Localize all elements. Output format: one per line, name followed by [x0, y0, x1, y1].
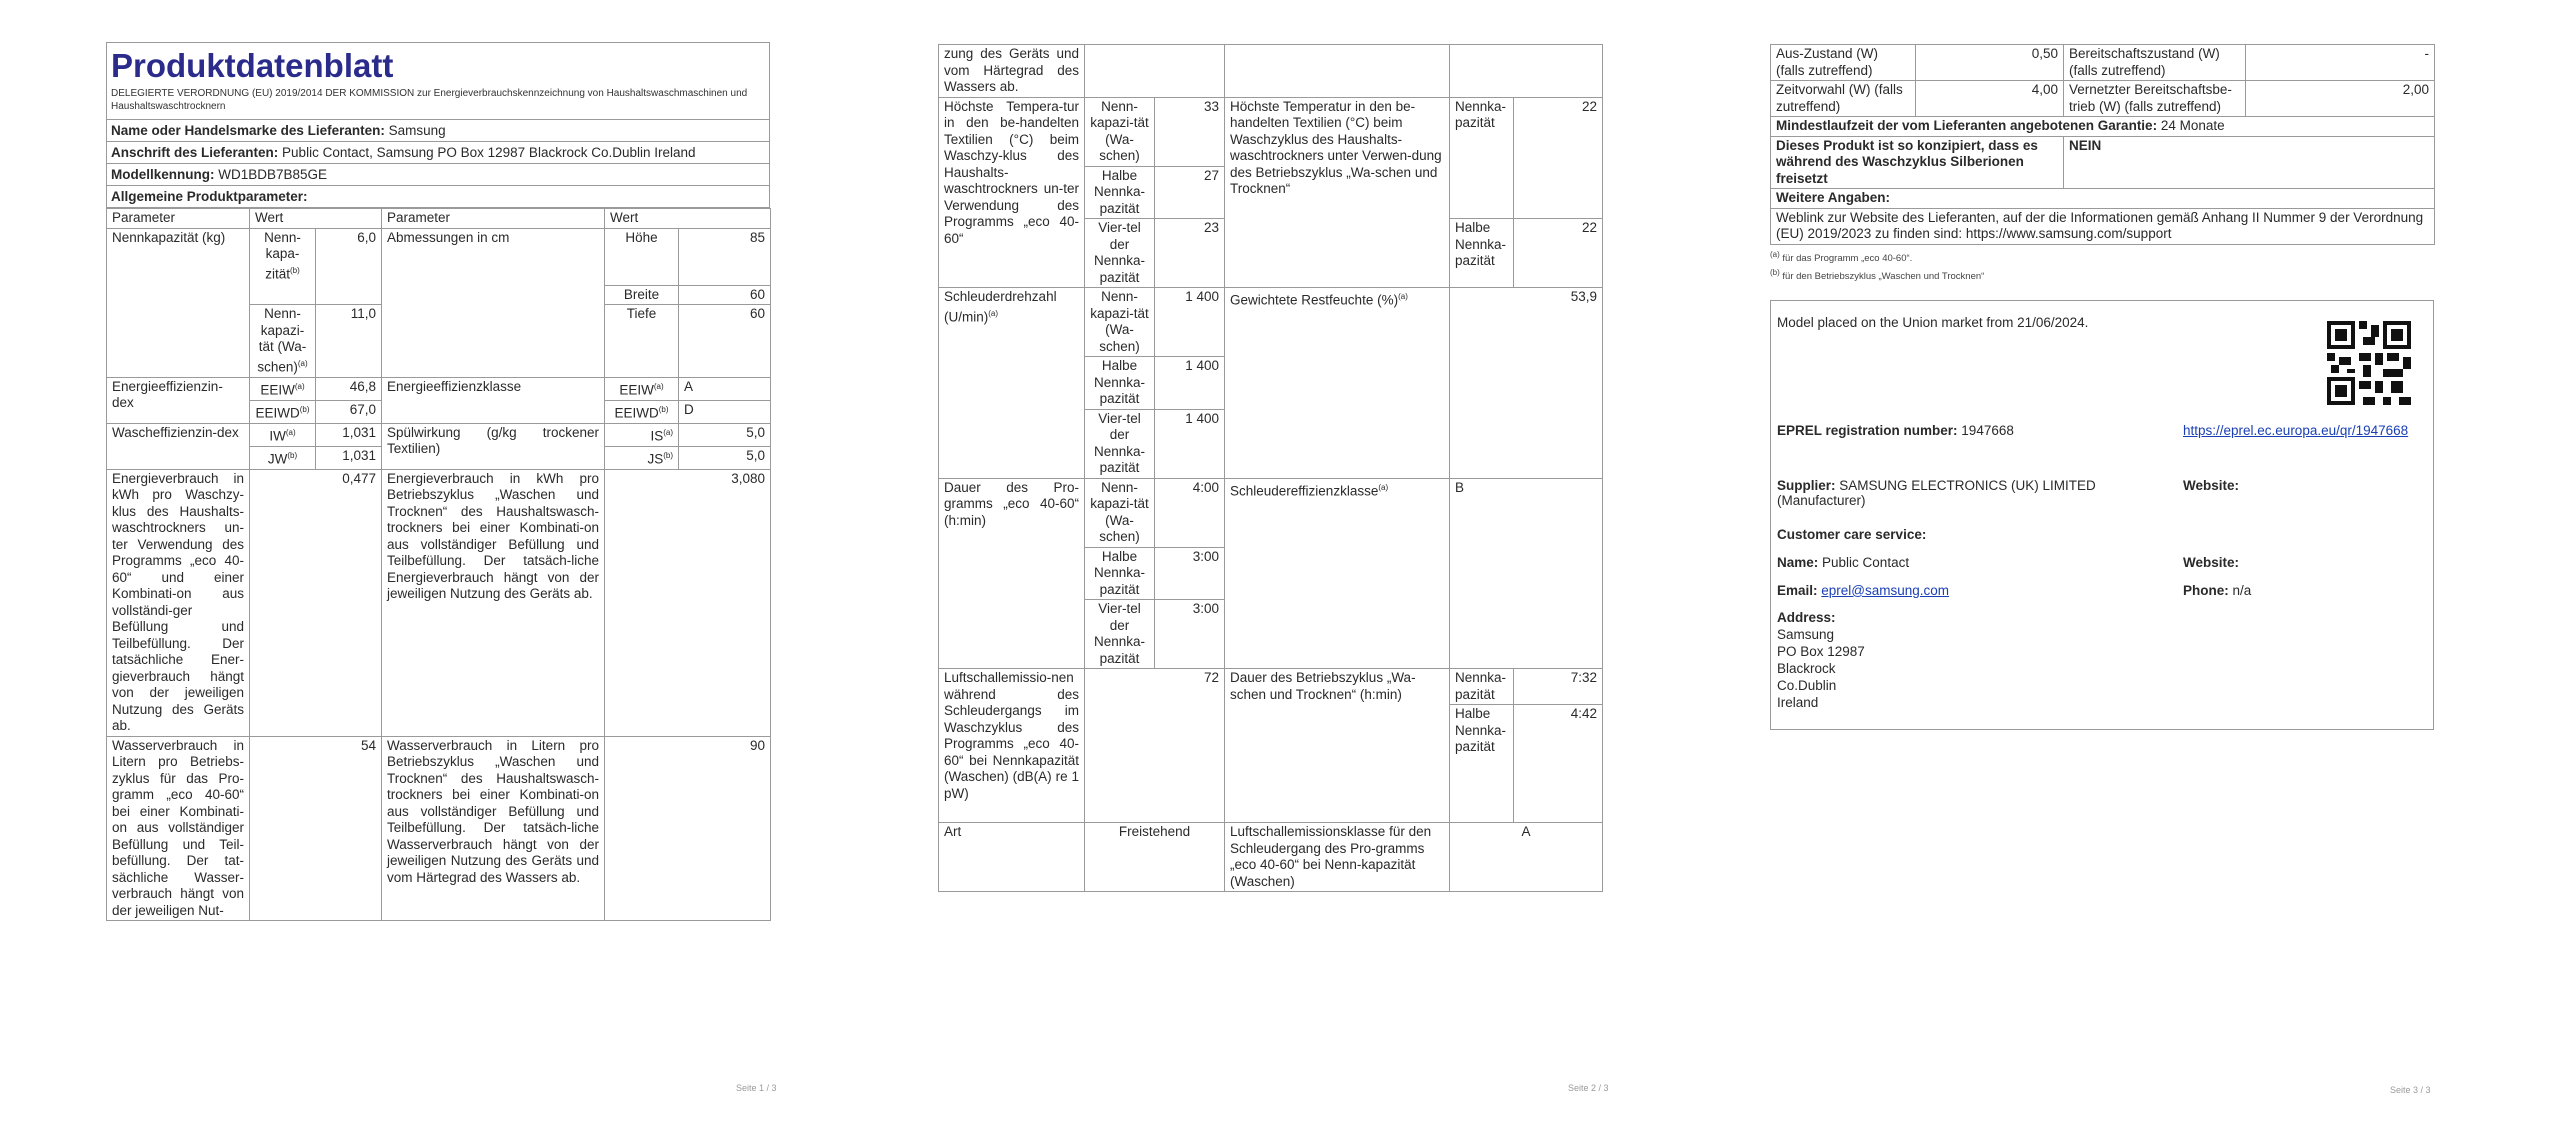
water-wd-val: 90: [605, 736, 771, 921]
warranty-row: [1771, 117, 2435, 137]
cont-label: zung des Geräts und vom Härtegrad des Wassers ab.: [939, 45, 1085, 98]
spin-class-label: Schleudereffizienzklasse$^{(a)}$: [1225, 478, 1450, 669]
eprel-name-row: [1777, 555, 1909, 570]
off-val: 0,50: [1916, 45, 2064, 81]
supplier-address-value: Public Contact, Samsung PO Box 12987 Blackrock Co.Dublin Ireland: [282, 145, 696, 160]
wd-dur-rated-val: 7:32: [1514, 669, 1603, 705]
col-header-param: Parameter: [107, 209, 250, 229]
is-val: 5,0: [679, 423, 771, 446]
model-label: Modellkennung:: [111, 167, 215, 182]
eprel-website2-label: Website:: [2183, 554, 2240, 570]
nennkap-wash-val: 6,0: [316, 228, 382, 305]
standby-label: Bereitschaftszustand (W) (falls zutreffend): [2064, 45, 2246, 81]
eprel-supplier-row: [1777, 478, 2172, 508]
spin-class-val: B: [1450, 478, 1603, 669]
water-eco-val: 54: [250, 736, 382, 921]
supplier-name-label: Name oder Handelsmarke des Lieferanten:: [111, 123, 385, 138]
noise-label: Luftschallemissio-nen während des Schleudergangs im Waschzyklus des Programms „eco 40-60“ bei Nennkapazität (Waschen) (dB(A) re 1 pW): [939, 669, 1085, 823]
col-header-param-2: Parameter: [382, 209, 605, 229]
regulation-text: DELEGIERTE VERORDNUNG (EU) 2019/2014 DER KOMMISSION zur Energieverbrauchskennzeichnung von Haushaltswaschmaschinen und Haushaltswaschtrocknern: [111, 88, 748, 112]
nennkap-wash-sub: Nenn-kapa-zität$^{(b)}$: [250, 228, 316, 305]
eprel-address-label: Address:: [1777, 609, 1836, 625]
eprel-addr-line-1: Samsung: [1777, 626, 1835, 642]
spin-rated-sub: Nenn-kapazi-tät (Wa-schen): [1085, 288, 1155, 357]
qr-code[interactable]: [2327, 321, 2411, 405]
eprel-phone-label: Phone:: [2183, 582, 2229, 598]
header-box: [106, 42, 770, 120]
cont-value-2: [1450, 45, 1603, 98]
page-1: [106, 42, 770, 921]
model-value: WD1BDB7B85GE: [218, 167, 328, 182]
abmessungen-label: Abmessungen in cm: [382, 228, 605, 377]
dur-quarter-val: 3:00: [1155, 600, 1225, 669]
iw-sub-text: IW: [269, 428, 286, 443]
jw-sub-text: JW: [267, 451, 288, 466]
params-table-3: [1770, 44, 2435, 245]
eei-wd-sub-text: EEIWD: [255, 405, 300, 420]
nennkap-wash-sub-text: Nenn-kapa-zität: [264, 229, 301, 281]
eprel-phone-val: n/a: [2232, 582, 2252, 598]
eec-wd-val: D: [679, 400, 771, 423]
eprel-name-label: Name:: [1777, 554, 1819, 570]
noise-class-val: A: [1450, 823, 1603, 892]
iw-val: 1,031: [316, 423, 382, 446]
spin-rated-val: 1 400: [1155, 288, 1225, 357]
temp-wd-label: Höchste Temperatur in den be-handelten Textilien (°C) beim Waschzyklus des Haushalts-waschtrockners unter Verwen-dung des Betriebszyklus „Wa-schen und Trocknen“: [1225, 97, 1450, 288]
temp-rated-val: 33: [1155, 97, 1225, 166]
energy-eco-label: Energieverbrauch in kWh pro Waschzy-klus des Haushalts-waschtrockners un-ter Verwendung des Programms „eco 40-60“ und einer Kombinati-on aus vollständi-ger Befüllung und Teilbefüllung. Der tatsächliche Ener-gieverbrauch hängt von der jeweiligen Nutzung des Geräts ab.: [107, 469, 250, 736]
eec-w-sub-text: EEIW: [619, 382, 654, 397]
js-val: 5,0: [679, 446, 771, 469]
noise-val: 72: [1085, 669, 1225, 823]
spuel-label: Spülwirkung (g/kg trockener Textilien): [382, 423, 605, 469]
footnote-b: $^{(b)}$ für den Betriebszyklus „Waschen und Trocknen“: [1770, 267, 1985, 282]
spin-half-sub: Halbe Nennka-pazität: [1085, 357, 1155, 410]
wd-duration-label: Dauer des Betriebszyklus „Wa-schen und Trocknen“ (h:min): [1225, 669, 1450, 823]
type-label: Art: [939, 823, 1085, 892]
eprel-box: [1770, 300, 2434, 730]
eprel-reg-label: EPREL registration number:: [1777, 422, 1958, 438]
off-label: Aus-Zustand (W) (falls zutreffend): [1771, 45, 1916, 81]
wd-dur-half-sub: Halbe Nennka-pazität: [1450, 705, 1514, 823]
dur-quarter-sub: Vier-tel der Nennka-pazität: [1085, 600, 1155, 669]
eprel-addr-line-2: PO Box 12987: [1777, 643, 1865, 659]
page-3-footer: Seite 3 / 3: [2390, 1085, 2431, 1095]
nennkap-dry-sub: Nenn-kapazi-tät (Wa-schen)$^{(a)}$: [250, 305, 316, 378]
eec-wd-sub: EEIWD$^{(b)}$: [605, 400, 679, 423]
is-sub-text: IS: [650, 428, 664, 443]
js-sub-text: JS: [647, 451, 664, 466]
further-label: Weitere Angaben:: [1771, 189, 2435, 209]
silver-label: Dieses Produkt ist so konzipiert, dass es während des Waschzyklus Silberionen freisetzt: [1771, 136, 2064, 189]
type-val: Freistehend: [1085, 823, 1225, 892]
warranty-label: Mindestlaufzeit der vom Lieferanten angebotenen Garantie:: [1776, 118, 2158, 133]
eprel-name-val: Public Contact: [1822, 554, 1910, 570]
dur-half-val: 3:00: [1155, 547, 1225, 600]
eec-label: Energieeffizienzklasse: [382, 377, 605, 423]
page-1-footer: Seite 1 / 3: [736, 1083, 777, 1093]
eprel-addr-line-3: Blackrock: [1777, 660, 1836, 676]
temp-half-sub: Halbe Nennka-pazität: [1085, 166, 1155, 219]
eprel-placed-text: Model placed on the Union market from 21/06/2024.: [1777, 314, 2089, 330]
energy-wd-label: Energieverbrauch in kWh pro Betriebszyklus „Waschen und Trocknen“ des Haushaltswasch-trockners bei einer Kombinati-on aus vollständiger Befüllung und Teilbefüllung. Der tatsäch-liche Energieverbrauch hängt von der jeweiligen Nutzung des Geräts ab.: [382, 469, 605, 736]
standby-val: -: [2246, 45, 2435, 81]
cont-label-2: [1225, 45, 1450, 98]
eei-wd-sub: EEIWD$^{(b)}$: [250, 400, 316, 423]
nennkap-dry-sub-text: Nenn-kapazi-tät (Wa-schen): [257, 306, 307, 374]
is-sub: IS$^{(a)}$: [605, 423, 679, 446]
temp-quarter-val: 23: [1155, 219, 1225, 288]
wd-dur-half-val: 4:42: [1514, 705, 1603, 823]
footnote-b-text: für den Betriebszyklus „Waschen und Trocknen“: [1782, 270, 1985, 282]
cont-value: [1085, 45, 1225, 98]
temp-rated-sub: Nenn-kapazi-tät (Wa-schen): [1085, 97, 1155, 166]
wei-label: Wascheffizienzin-dex: [107, 423, 250, 469]
eprel-supplier-val: SAMSUNG ELECTRONICS (UK) LIMITED (Manufacturer): [1777, 477, 2096, 508]
dur-rated-sub: Nenn-kapazi-tät (Wa-schen): [1085, 478, 1155, 547]
eec-w-val: A: [679, 377, 771, 400]
iw-sub: IW$^{(a)}$: [250, 423, 316, 446]
params-table-2: [938, 44, 1603, 892]
temp-wd-half-sub: Halbe Nennka-pazität: [1450, 219, 1514, 288]
footnote-a-text: für das Programm „eco 40-60“.: [1782, 252, 1913, 264]
params-table-1: [106, 208, 771, 921]
spin-half-val: 1 400: [1155, 357, 1225, 410]
nennkap-dry-val: 11,0: [316, 305, 382, 378]
tiefe-val: 60: [679, 305, 771, 378]
eei-w-sub: EEIW$^{(a)}$: [250, 377, 316, 400]
page-2-footer: Seite 2 / 3: [1568, 1083, 1609, 1093]
page-3: [1770, 44, 2434, 730]
weblink-text: Weblink zur Website des Lieferanten, auf der die Informationen gemäß Anhang II Nummer 9 der Verordnung (EU) 2019/2023 zu finden sind: https://www.samsung.com/support: [1771, 208, 2435, 244]
eprel-reg-row: [1777, 423, 2014, 438]
footnote-a: $^{(a)}$ für das Programm „eco 40-60“.: [1770, 249, 1913, 264]
js-sub: JS$^{(b)}$: [605, 446, 679, 469]
supplier-address-label: Anschrift des Lieferanten:: [111, 145, 279, 160]
eprel-email-label: Email:: [1777, 582, 1818, 598]
moisture-label-text: Gewichtete Restfeuchte (%): [1230, 292, 1399, 308]
moisture-label: Gewichtete Restfeuchte (%)$^{(a)}$: [1225, 288, 1450, 479]
temp-wd-half-val: 22: [1514, 219, 1603, 288]
wd-dur-rated-sub: Nennka-pazität: [1450, 669, 1514, 705]
eprel-email-link[interactable]: eprel@samsung.com: [1821, 582, 1950, 598]
hoehe-val: 85: [679, 228, 771, 285]
delay-val: 4,00: [1916, 81, 2064, 117]
noise-class-label: Luftschallemissionsklasse für den Schleudergang des Pro-gramms „eco 40-60“ bei Nenn-kapazität (Waschen): [1225, 823, 1450, 892]
hoehe-label: Höhe: [605, 228, 679, 285]
eei-w-val: 46,8: [316, 377, 382, 400]
energy-eco-val: 0,477: [250, 469, 382, 736]
silver-val: NEIN: [2064, 136, 2435, 189]
duration-label: Dauer des Pro-gramms „eco 40-60“ (h:min): [939, 478, 1085, 669]
tiefe-label: Tiefe: [605, 305, 679, 378]
warranty-val: 24 Monate: [2160, 118, 2225, 133]
general-params-heading: Allgemeine Produktparameter:: [106, 186, 770, 208]
temp-eco-label: Höchste Tempera-tur in den be-handelten Textilien (°C) beim Waschzy-klus des Haushalts-waschtrockners un-ter Verwendung des Programms „eco 40-60“: [939, 97, 1085, 288]
eprel-address: [1777, 609, 1865, 711]
spin-label-text: Schleuderdrehzahl (U/min): [944, 289, 1057, 324]
eec-w-sub: EEIW$^{(a)}$: [605, 377, 679, 400]
col-header-value-2: Wert: [605, 209, 771, 229]
delay-label: Zeitvorwahl (W) (falls zutreffend): [1771, 81, 1916, 117]
eprel-website-label: Website:: [2183, 477, 2240, 493]
eei-w-sub-text: EEIW: [260, 382, 295, 397]
eprel-email-row: [1777, 583, 1949, 598]
breite-label: Breite: [605, 285, 679, 305]
temp-quarter-sub: Vier-tel der Nennka-pazität: [1085, 219, 1155, 288]
supplier-address-row: [106, 142, 770, 164]
eei-wd-val: 67,0: [316, 400, 382, 423]
temp-wd-rated-sub: Nennka-pazität: [1450, 97, 1514, 219]
eprel-phone-row: [2183, 583, 2251, 598]
eprel-addr-line-5: Ireland: [1777, 694, 1819, 710]
dur-half-sub: Halbe Nennka-pazität: [1085, 547, 1155, 600]
temp-half-val: 27: [1155, 166, 1225, 219]
col-header-value: Wert: [250, 209, 382, 229]
dur-rated-val: 4:00: [1155, 478, 1225, 547]
temp-wd-rated-val: 22: [1514, 97, 1603, 219]
jw-val: 1,031: [316, 446, 382, 469]
supplier-name-row: [106, 120, 770, 142]
model-row: [106, 164, 770, 186]
eprel-link[interactable]: https://eprel.ec.europa.eu/qr/1947668: [2183, 422, 2409, 438]
eprel-supplier-label: Supplier:: [1777, 477, 1836, 493]
eprel-addr-line-4: Co.Dublin: [1777, 677, 1837, 693]
page-2: [938, 44, 1602, 892]
water-eco-label: Wasserverbrauch in Litern pro Betriebs-zyklus für das Pro-gramm „eco 40-60“ bei einer Kombinati-on aus vollständiger Befüllung und Teil-befüllung. Der tat-sächliche Wasser-verbrauch hängt von der jeweiligen Nut-: [107, 736, 250, 921]
water-wd-label: Wasserverbrauch in Litern pro Betriebszyklus „Waschen und Trocknen“ des Haushaltswasch-trockners bei einer Kombinati-on aus vollständiger Befüllung und Teilbefüllung. Der tatsäch-liche Wasserverbrauch hängt von der jeweiligen Nutzung des Geräts und vom Härtegrad des Wassers ab.: [382, 736, 605, 921]
spin-label: Schleuderdrehzahl $(U/\min)^{(a)}$: [939, 288, 1085, 479]
spin-class-label-text: Schleudereffizienzklasse: [1230, 483, 1379, 498]
spin-quarter-val: 1 400: [1155, 409, 1225, 478]
eec-wd-sub-text: EEIWD: [614, 405, 659, 420]
eei-label: Energieeffizienzin-dex: [107, 377, 250, 423]
networked-label: Vernetzter Bereitschaftsbe-trieb (W) (falls zutreffend): [2064, 81, 2246, 117]
networked-val: 2,00: [2246, 81, 2435, 117]
energy-wd-val: 3,080: [605, 469, 771, 736]
moisture-val: 53,9: [1450, 288, 1603, 479]
page-title: Produktdatenblatt: [111, 47, 394, 84]
supplier-name-value: Samsung: [388, 123, 446, 138]
jw-sub: JW$^{(b)}$: [250, 446, 316, 469]
eprel-care-label: Customer care service:: [1777, 526, 1927, 542]
eprel-reg-val: 1947668: [1961, 422, 2014, 438]
spin-quarter-sub: Vier-tel der Nennka-pazität: [1085, 409, 1155, 478]
breite-val: 60: [679, 285, 771, 305]
nennkapazitaet-label: Nennkapazität (kg): [107, 228, 250, 377]
